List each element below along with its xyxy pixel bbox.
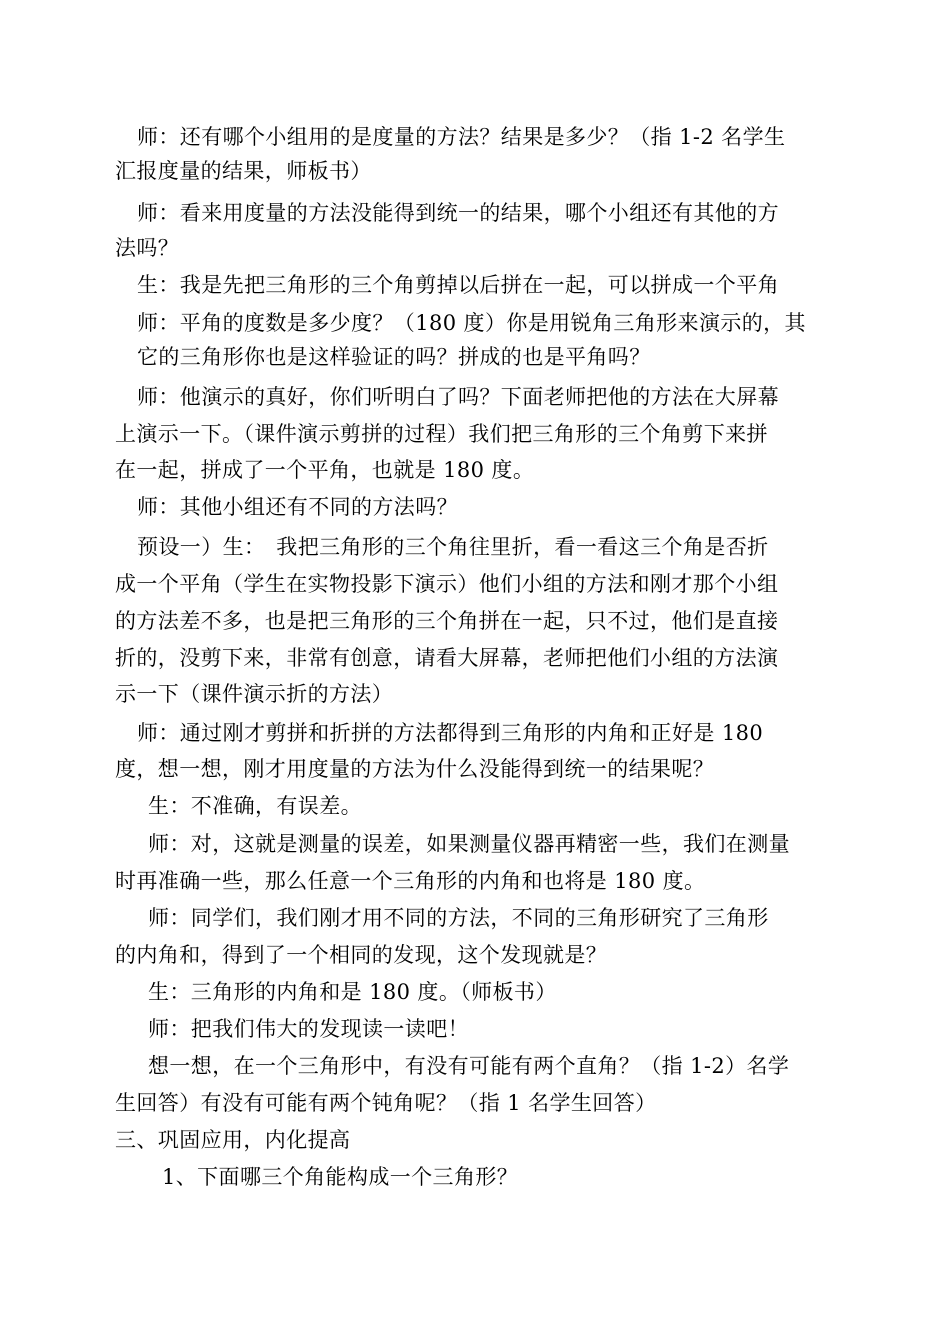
text-line-3: 师：看来用度量的方法没能得到统一的结果，哪个小组还有其他的方 xyxy=(137,201,779,225)
text-line-9: 上演示一下。（课件演示剪拼的过程）我们把三角形的三个角剪下来拼 xyxy=(115,422,768,446)
text-line-26: 想一想，在一个三角形中，有没有可能有两个直角？（指 1-2）名学 xyxy=(148,1054,790,1078)
text-line-21: 时再准确一些，那么任意一个三角形的内角和也将是 180 度。 xyxy=(115,869,706,893)
text-line-8: 师：他演示的真好，你们听明白了吗？下面老师把他的方法在大屏幕 xyxy=(137,385,779,409)
text-line-22: 师：同学们，我们刚才用不同的方法，不同的三角形研究了三角形 xyxy=(148,906,769,930)
text-line-19: 生：不准确，有误差。 xyxy=(148,794,362,818)
text-line-24: 生：三角形的内角和是 180 度。（师板书） xyxy=(148,980,557,1004)
text-line-5: 生：我是先把三角形的三个角剪掉以后拼在一起，可以拼成一个平角 xyxy=(137,273,779,297)
text-line-17: 师：通过刚才剪拼和折拼的方法都得到三角形的内角和正好是 180 xyxy=(137,721,764,745)
text-line-27: 生回答）有没有可能有两个钝角呢？（指 1 名学生回答） xyxy=(115,1091,657,1115)
section-heading: 三、巩固应用，内化提高 xyxy=(115,1128,351,1152)
text-line-20: 师：对，这就是测量的误差，如果测量仪器再精密一些，我们在测量 xyxy=(148,832,790,856)
text-line-7: 它的三角形你也是这样验证的吗？拼成的也是平角吗？ xyxy=(137,345,651,369)
text-line-25: 师：把我们伟大的发现读一读吧！ xyxy=(148,1017,469,1041)
text-line-1: 师：还有哪个小组用的是度量的方法？结果是多少？（指 1-2 名学生 xyxy=(137,125,786,149)
text-line-12: 预设一）生： 我把三角形的三个角往里折，看一看这三个角是否折 xyxy=(137,535,769,559)
text-line-15: 折的，没剪下来，非常有创意，请看大屏幕，老师把他们小组的方法演 xyxy=(115,646,779,670)
text-line-10: 在一起，拼成了一个平角，也就是 180 度。 xyxy=(115,458,535,482)
text-line-6: 师：平角的度数是多少度？（180 度）你是用锐角三角形来演示的，其 xyxy=(137,311,806,335)
text-line-23: 的内角和，得到了一个相同的发现，这个发现就是？ xyxy=(115,943,608,967)
text-line-4: 法吗？ xyxy=(115,236,180,260)
text-line-14: 的方法差不多，也是把三角形的三个角拼在一起，只不过，他们是直接 xyxy=(115,609,779,633)
text-line-16: 示一下（课件演示折的方法） xyxy=(115,682,394,706)
text-line-2: 汇报度量的结果，师板书） xyxy=(115,159,372,183)
text-line-11: 师：其他小组还有不同的方法吗？ xyxy=(137,495,458,519)
text-line-18: 度，想一想，刚才用度量的方法为什么没能得到统一的结果呢？ xyxy=(115,757,715,781)
text-line-13: 成一个平角（学生在实物投影下演示）他们小组的方法和刚才那个小组 xyxy=(115,572,779,596)
exercise-question-1: 1、下面哪三个角能构成一个三角形？ xyxy=(162,1165,519,1189)
